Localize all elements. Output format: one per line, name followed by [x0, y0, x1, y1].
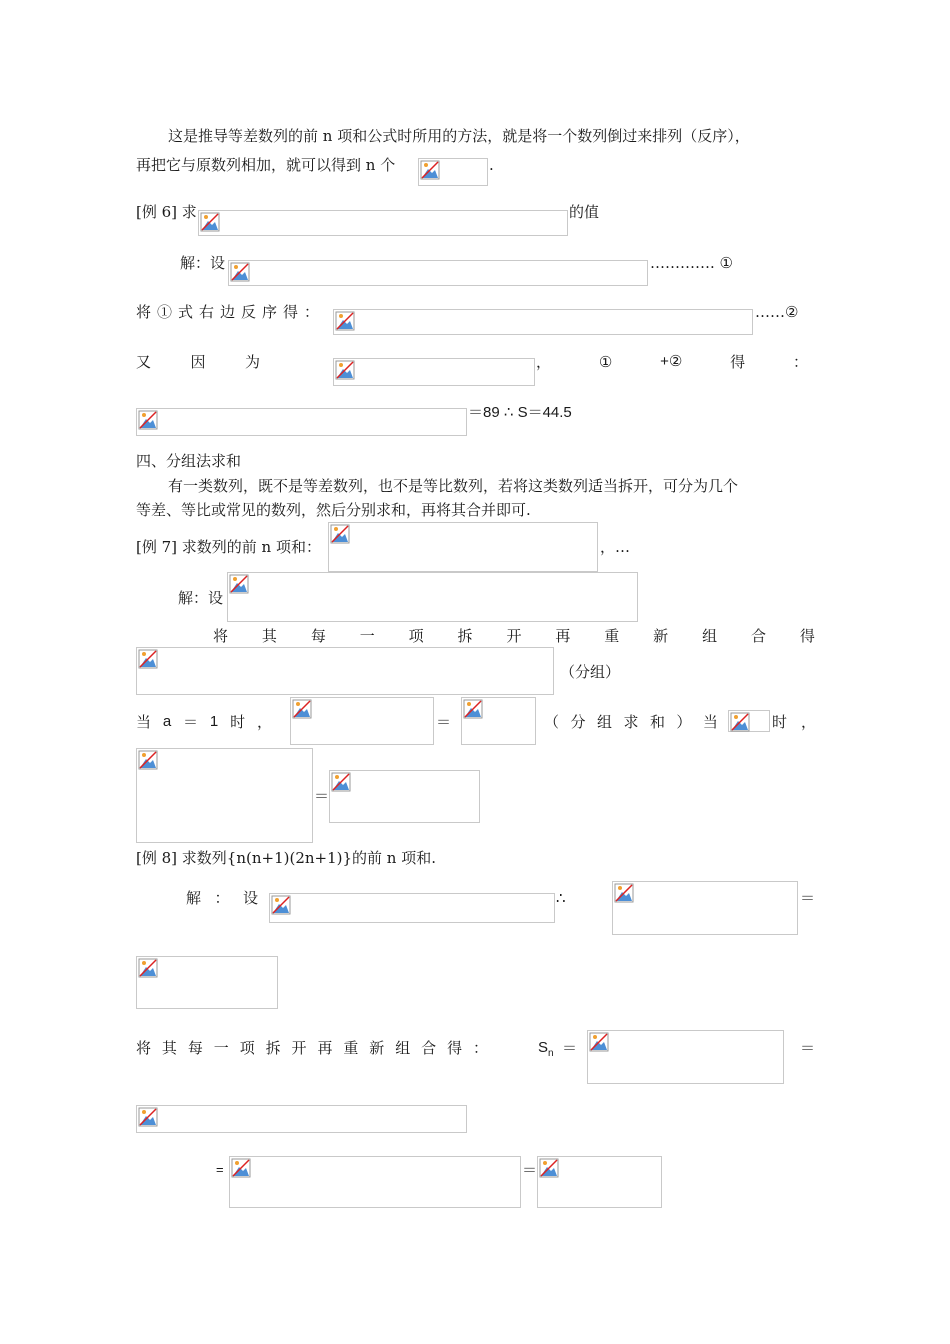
word: ） [676, 713, 692, 731]
formula-image [269, 893, 555, 923]
formula-image [228, 260, 648, 286]
ex7-label: [例 7] 求数列的前 n 项和： [136, 538, 321, 556]
formula-image [136, 647, 554, 695]
para1-line1: 这是推导等差数列的前 n 项和公式时所用的方法，就是将一个数列倒过来排列（反序）， [168, 127, 750, 145]
formula-image [328, 522, 598, 572]
word: 项 [239, 1039, 255, 1057]
ex8-sn-eq: ＝ [562, 1039, 578, 1057]
sn-letter: S [538, 1039, 549, 1056]
word: 合 [750, 627, 766, 645]
word: a [162, 713, 172, 730]
word: ： [214, 889, 230, 907]
word: 再 [317, 1039, 333, 1057]
word: 得 [799, 627, 815, 645]
ex6-suffix: 的值 [569, 203, 600, 221]
ex7-eq: ＝ [436, 713, 452, 731]
broken-image-icon [271, 895, 291, 915]
word: 拆 [457, 627, 473, 645]
broken-image-icon [730, 712, 750, 732]
broken-image-icon [335, 311, 355, 331]
word: 开 [506, 627, 522, 645]
word: 又 [136, 353, 152, 371]
word: ， [536, 353, 552, 371]
section4-intro-line2: 等差、等比或常见的数列，然后分别求和，再将其合并即可. [136, 501, 531, 519]
word: 解 [186, 889, 202, 907]
word: 重 [604, 627, 620, 645]
formula-image [136, 748, 313, 843]
formula-image [329, 770, 480, 823]
formula-image [537, 1156, 662, 1208]
broken-image-icon [614, 883, 634, 903]
word: 因 [190, 353, 206, 371]
ex8-eq: ＝ [800, 889, 816, 907]
ex6-reverse-prefix: 将①式右边反序得： [136, 303, 326, 321]
ex7-when-a1 [136, 712, 272, 732]
broken-image-icon [138, 1107, 158, 1127]
broken-image-icon [331, 772, 351, 792]
word: 开 [291, 1039, 307, 1057]
word: 组 [395, 1039, 411, 1057]
word: 1 [209, 713, 219, 730]
word: 将 [213, 627, 229, 645]
ex6-since-tail [536, 352, 808, 372]
formula-image [136, 956, 278, 1009]
formula-image [333, 309, 753, 335]
ex7-regroup-words [213, 626, 815, 646]
word: ① [598, 353, 613, 371]
word: 将 [136, 1039, 152, 1057]
broken-image-icon [335, 360, 355, 380]
word: 新 [653, 627, 669, 645]
word: 组 [702, 627, 718, 645]
formula-image [461, 697, 536, 745]
ex8-sn-eq-end: ＝ [800, 1039, 816, 1057]
ex6-reverse-suffix: ……② [755, 303, 799, 321]
broken-image-icon [330, 524, 350, 544]
word: 为 [244, 353, 260, 371]
word: （ [544, 713, 560, 731]
broken-image-icon [229, 574, 249, 594]
broken-image-icon [589, 1032, 609, 1052]
broken-image-icon [200, 212, 220, 232]
word: 得 [730, 353, 746, 371]
ex8-eq-tail: ＝ [522, 1161, 538, 1179]
broken-image-icon [231, 1158, 251, 1178]
para1-line2: 再把它与原数列相加，就可以得到 n 个 [136, 156, 396, 174]
ex6-since-words [136, 352, 260, 372]
word: 重 [343, 1039, 359, 1057]
formula-image [587, 1030, 784, 1084]
word: ， [256, 713, 272, 731]
formula-image [227, 572, 638, 622]
broken-image-icon [138, 750, 158, 770]
formula-image [333, 358, 535, 386]
broken-image-icon [420, 160, 440, 180]
ex7-group-sum [544, 712, 718, 732]
word: 新 [369, 1039, 385, 1057]
word: 合 [421, 1039, 437, 1057]
ex7-eq2: ＝ [314, 787, 330, 805]
sn-subscript: n [548, 1048, 554, 1059]
word: 其 [261, 627, 277, 645]
formula-image [229, 1156, 521, 1208]
word: 分 [570, 713, 586, 731]
word: 一 [213, 1039, 229, 1057]
word: 设 [242, 889, 258, 907]
formula-image [198, 210, 568, 236]
broken-image-icon [138, 958, 158, 978]
broken-image-icon [230, 262, 250, 282]
broken-image-icon [138, 410, 158, 430]
word: 求 [623, 713, 639, 731]
formula-image [418, 158, 488, 186]
word: 时 [230, 713, 246, 731]
formula-image [136, 1105, 467, 1133]
word: 其 [161, 1039, 177, 1057]
word: 项 [408, 627, 424, 645]
ex7-sol-prefix: 解：设 [178, 589, 224, 607]
word: 和 [649, 713, 665, 731]
word: 当 [702, 713, 718, 731]
ex6-label: [例 6] 求 [136, 203, 197, 221]
formula-image [136, 408, 467, 436]
formula-image [290, 697, 434, 745]
word: 组 [596, 713, 612, 731]
ex8-regroup-words [136, 1038, 488, 1058]
ex8-label: [例 8] 求数列{n(n+1)(2n+1)}的前 n 项和. [136, 849, 436, 867]
broken-image-icon [138, 649, 158, 669]
word: 拆 [265, 1039, 281, 1057]
ex7-group-note: （分组） [560, 663, 621, 681]
ex6-sol-suffix: …………. ① [650, 254, 733, 272]
ex8-eq-small: = [216, 1162, 224, 1177]
para1-period: . [489, 156, 494, 174]
formula-image [612, 881, 798, 935]
ex6-result: ＝89 ∴ S＝44.5 [468, 404, 572, 421]
formula-image [728, 710, 770, 732]
ex8-therefore: ∴ [556, 889, 566, 907]
broken-image-icon [292, 699, 312, 719]
ex7-after-img: ，… [600, 538, 631, 556]
word: ： [792, 353, 808, 371]
ex8-sol-prefix [186, 888, 258, 908]
word: 当 [136, 713, 152, 731]
word: 再 [555, 627, 571, 645]
word: 每 [310, 627, 326, 645]
word: ： [472, 1039, 488, 1057]
section4-heading: 四、分组法求和 [136, 452, 242, 470]
ex7-when-tail: 时， [772, 713, 831, 731]
broken-image-icon [463, 699, 483, 719]
ex8-sn [538, 1038, 554, 1064]
word: 得 [447, 1039, 463, 1057]
word: 一 [359, 627, 375, 645]
word: ＝ [183, 713, 199, 731]
word: +② [660, 353, 683, 370]
word: 每 [187, 1039, 203, 1057]
broken-image-icon [539, 1158, 559, 1178]
ex6-sol-prefix: 解：设 [180, 254, 226, 272]
section4-intro-line1: 有一类数列，既不是等差数列，也不是等比数列，若将这类数列适当拆开，可分为几个 [168, 477, 739, 495]
